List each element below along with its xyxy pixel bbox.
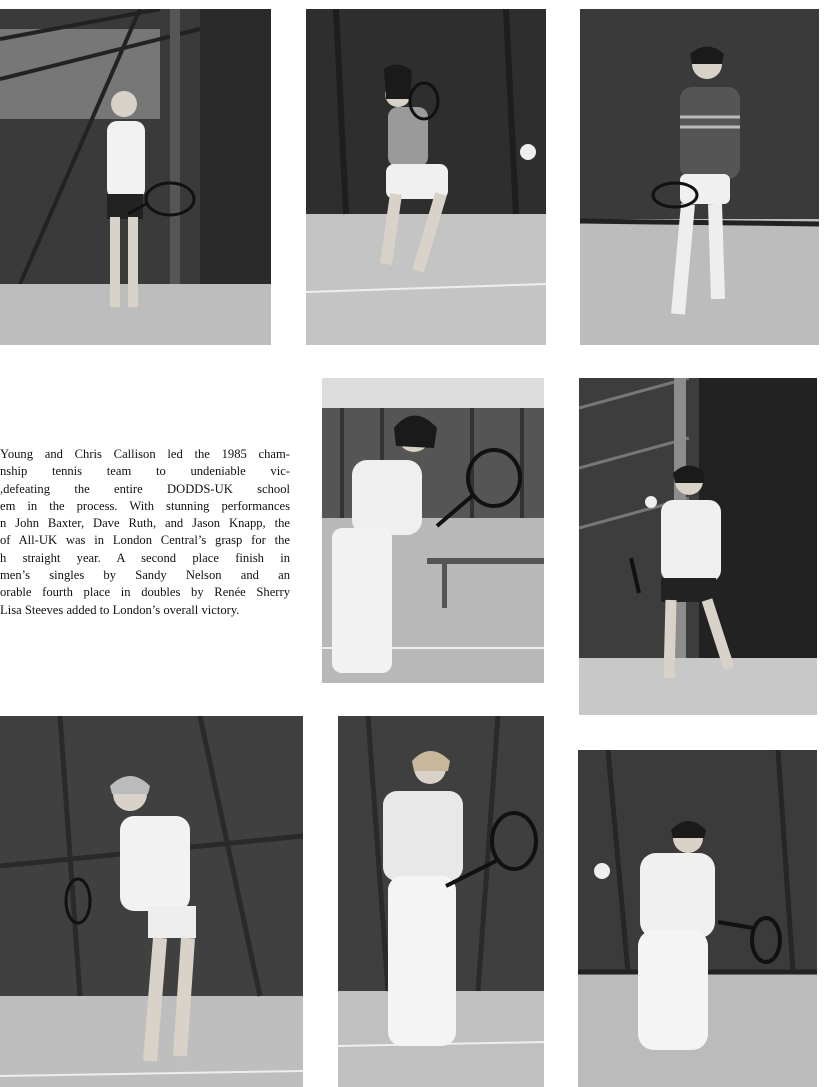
caption-line: h straight year. A second place finish in bbox=[0, 550, 290, 565]
photo-boy-forehand-fence bbox=[0, 9, 271, 345]
caption-line: men’s singles by Sandy Nelson and an bbox=[0, 568, 290, 583]
caption-line: Lisa Steeves added to London’s overall victory. bbox=[0, 602, 240, 617]
caption-line: orable fourth place in doubles by Renée Sherry bbox=[0, 585, 290, 600]
photo-boy-glasses-backhand bbox=[0, 716, 303, 1087]
photo-girl-white-pants-forehand bbox=[338, 716, 544, 1087]
caption-line: em in the process. With stunning performances bbox=[0, 498, 290, 513]
caption-line: n John Baxter, Dave Ruth, and Jason Knapp, the bbox=[0, 516, 290, 531]
caption-line: Young and Chris Callison led the 1985 cham- bbox=[0, 447, 290, 461]
photo-girl-backhand-ready bbox=[579, 378, 817, 715]
photo-player-sweater-forehand bbox=[578, 750, 817, 1087]
article-caption bbox=[0, 446, 290, 619]
caption-line: nship tennis team to undeniable vic- bbox=[0, 464, 290, 479]
caption-line: of All-UK was in London Central’s grasp for the bbox=[0, 533, 290, 548]
caption-line: ,defeating the entire DODDS-UK school bbox=[0, 481, 290, 496]
photo-boy-striped-shirt-walking bbox=[580, 9, 819, 345]
photo-girl-sweater-ready-position bbox=[322, 378, 544, 683]
photo-girl-lunge-return bbox=[306, 9, 546, 345]
